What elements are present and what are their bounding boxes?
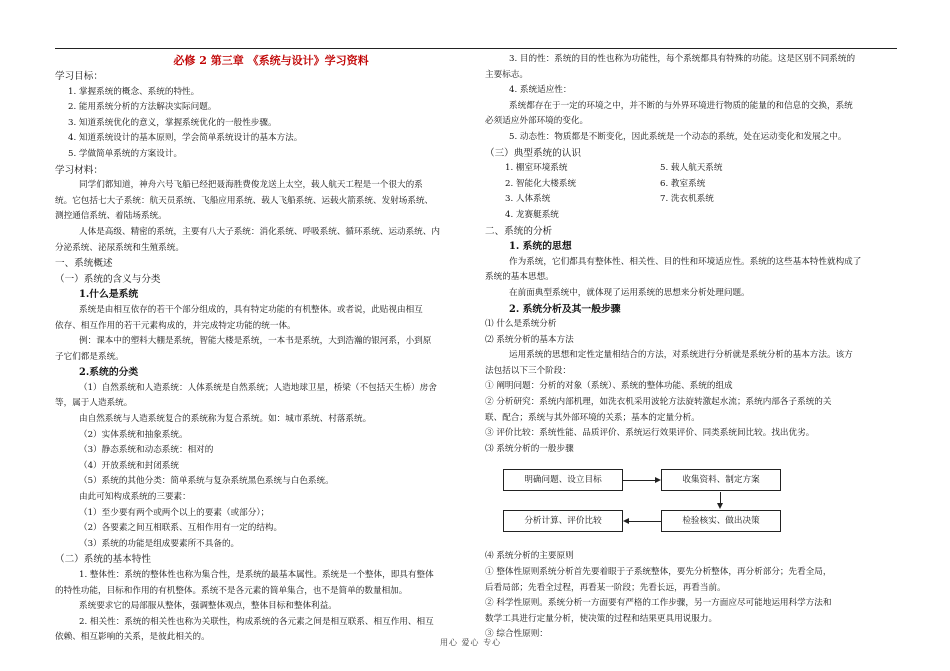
right_mid-line: 系统的基本思想。 [485, 272, 554, 283]
left-line: （5）系统的其他分类：简单系统与复杂系统黑色系统与白色系统。 [79, 476, 334, 487]
document-title: 必修 2 第三章 《系统与设计》学习资料 [173, 54, 369, 67]
right_bottom-line: ⑷ 系统分析的主要原则 [485, 551, 574, 562]
system-row [485, 161, 900, 177]
analysis-flowchart [485, 461, 900, 545]
right_top-line: 5. 动态性：物质都是不断变化，因此系统是一个动态的系统，处在运动变化和发展之中。 [509, 131, 847, 142]
right_mid-line: ① 阐明问题：分析的对象（系统）、系统的整体功能、系统的组成 [485, 381, 733, 392]
left-text-block [55, 69, 473, 646]
right_mid-line: ⑵ 系统分析的基本方法 [485, 334, 574, 345]
right-bottom-text-block [485, 549, 900, 643]
left-line: 一、系统概述 [55, 258, 113, 270]
flow-arrow-2 [720, 492, 721, 503]
flow-box-verify-decide: 检验核实、做出决策 [661, 510, 781, 532]
left-line: （2）各要素之间互相联系、互相作用有一定的结构。 [79, 523, 283, 534]
right_mid-line: 运用系统的思想和定性定量相结合的方法，对系统进行分析就是系统分析的基本方法。该方 [509, 350, 853, 361]
right_mid-line: 作为系统，它们都具有整体性、相关性、目的性和环境适应性。系统的这些基本特性就构成了 [509, 256, 862, 267]
left-line: 学习材料： [55, 164, 103, 176]
right_top-line: （三）典型系统的认识 [485, 147, 581, 159]
left-line: 2. 能用系统分析的方法解决实际问题。 [68, 102, 217, 113]
left-line: 由自然系统与人造系统复合的系统称为复合系统。如：城市系统、村落系统。 [79, 414, 372, 425]
left-line: 统。它包括七大子系统：航天员系统、飞船应用系统、载人飞船系统、运载火箭系统、发射场系统、 [55, 195, 434, 206]
flow-arrowhead-1 [655, 477, 661, 483]
flow-box-define-problem: 明确问题、设立目标 [503, 469, 623, 491]
right_bottom-line: ③ 综合性原则： [485, 629, 548, 640]
right_top-line: 4. 系统适应性： [509, 85, 572, 96]
left-line: 1. 整体性：系统的整体性也称为集合性，是系统的最基本属性。系统是一个整体，即具有整体 [79, 570, 434, 580]
right_mid-line: ⑶ 系统分析的一般步骤 [485, 443, 574, 454]
right_top-line: 主要标志。 [485, 69, 528, 80]
left-line: 系统是由相互依存的若干个部分组成的，具有特定功能的有机整体。或者说，此贴视由相互 [79, 304, 423, 315]
left-line: 2. 相关性：系统的相关性也称为关联性，构成系统的各元素之间是相互联系、相互作用、相互 [79, 616, 434, 627]
system-row [485, 208, 900, 224]
left-line: 人体是高级、精密的系统，主要有八大子系统：消化系统、呼吸系统、循环系统、运动系统、内 [79, 226, 440, 237]
left-line: 同学们都知道，神舟六号飞船已经把聂海胜费俊龙送上太空，载人航天工程是一个很大的系 [79, 180, 423, 191]
left-line: 等，属于人造系统。 [55, 398, 133, 409]
left-line: （1）自然系统和人造系统：人体系统是自然系统；人造地球卫星，桥梁（不包括天生桥）房舍 [79, 382, 437, 393]
left-line: 的特性功能，目标和作用的有机整体。系统不是各元素的简单集合，也不是简单的数量相加。 [55, 585, 408, 596]
left-line: 测控通信系统、着陆场系统。 [55, 211, 167, 222]
left-line: （1）至少要有两个或两个以上的要素（或部分）； [79, 507, 270, 518]
left-line: （4）开放系统和封闭系统 [79, 460, 179, 471]
right_bottom-line: 数学工具进行定量分析，使决策的过程和结果更具用说服力。 [485, 613, 718, 624]
right_bottom-line: 后看局部；先看全过程，再看某一阶段；先看长远，再看当前。 [485, 582, 726, 593]
left-line: 4. 知道系统设计的基本原则，学会简单系统设计的基本方法。 [68, 133, 303, 144]
left-line: 依赖、相互影响的关系，是彼此相关的。 [55, 632, 210, 643]
system-row [485, 177, 900, 193]
left-line: （3）系统的功能是组成要素所不具备的。 [79, 538, 240, 549]
right-top-text-block [485, 52, 900, 161]
typical-systems-list [485, 161, 900, 223]
right-column [485, 52, 900, 643]
left-line: 1.什么是系统 [79, 289, 139, 301]
left-line: 依存、相互作用的若干元素构成的，并完成特定功能的统一体。 [55, 320, 296, 331]
right_mid-line: 在前面典型系统中，就体现了运用系统的思想来分析处理问题。 [509, 287, 750, 298]
flow-box-analyze-evaluate: 分析计算、评价比较 [503, 510, 623, 532]
right_mid-line: 1. 系统的思想 [509, 241, 572, 253]
left-line: 学习目标： [55, 71, 103, 82]
system-item: 4. 龙赛艇系统 [505, 209, 559, 220]
system-item: 6. 教室系统 [660, 178, 706, 189]
flow-arrowhead-3 [623, 518, 629, 524]
left-line: 例：课本中的塑料大棚是系统，智能大楼是系统，一本书是系统，大到浩瀚的银河系，小到原 [79, 336, 432, 347]
left-line: （一）系统的含义与分类 [55, 273, 161, 285]
left-line: （二）系统的基本特性 [55, 554, 151, 566]
flow-arrowhead-2 [717, 503, 723, 509]
right_top-line: 3. 目的性：系统的目的性也称为功能性，每个系统都具有特殊的功能。这是区别不同系统的 [509, 54, 856, 64]
right-middle-text-block [485, 224, 900, 458]
left-line: 由此可知构成系统的三要素： [79, 492, 191, 503]
system-item: 1. 棚室环境系统 [505, 163, 568, 174]
left-line: （3）静态系统和动态系统：相对的 [79, 445, 214, 456]
right_mid-line: 法包括以下三个阶段： [485, 365, 571, 376]
system-item: 2. 智能化大楼系统 [505, 178, 577, 189]
system-row [485, 192, 900, 208]
left-line: 子它们都是系统。 [55, 351, 124, 362]
right_top-line: 系统都存在于一定的环境之中，并不断的与外界环境进行物质的能量的和信息的交换，系统 [509, 100, 853, 111]
left-line: 5. 学做简单系统的方案设计。 [68, 148, 183, 159]
system-item: 5. 载人航天系统 [660, 163, 723, 174]
right_mid-line: 联、配合；系统与其外部环境的关系；基本的定量分析。 [485, 412, 700, 423]
left-line: （2）实体系统和抽象系统。 [79, 429, 188, 440]
flow-box-collect-data: 收集资料、制定方案 [661, 469, 781, 491]
right_mid-line: 2. 系统分析及其一般步骤 [509, 303, 621, 315]
flow-arrow-1 [623, 480, 655, 481]
left-column [55, 52, 473, 646]
left-line: 3. 知道系统优化的意义，掌握系统优化的一般性步骤。 [68, 117, 277, 128]
page-footer: 用心 爱心 专心 [440, 638, 502, 647]
right_mid-line: ② 分析研究：系统内部机理，如洗衣机采用波轮方法旋转激起水流；系统内部各子系统的关 [485, 397, 832, 408]
right_bottom-line: ① 整体性原则系统分析首先要着眼于子系统整体，要先分析整体，再分析部分；先看全局， [485, 567, 832, 578]
left-line: 1. 掌握系统的概念、系统的特性。 [68, 86, 200, 97]
system-item: 3. 人体系统 [505, 194, 551, 205]
right_mid-line: 二、系统的分析 [485, 225, 553, 237]
right_mid-line: ③ 评价比较：系统性能、品质评价、系统运行效果评价、同类系统间比较。找出优劣。 [485, 428, 815, 439]
right_bottom-line: ② 科学性原则。系统分析一方面要有严格的工作步骤，另一方面应尽可能地运用科学方法和 [485, 598, 832, 609]
header-rule [55, 48, 897, 49]
left-line: 系统要求它的局部服从整体，强调整体观点，整体目标和整体利益。 [79, 601, 337, 612]
left-line: 2.系统的分类 [79, 367, 139, 379]
system-item: 7. 洗衣机系统 [660, 194, 714, 205]
right_top-line: 必须适应外部环境的变化。 [485, 116, 589, 127]
flow-arrow-3 [629, 521, 661, 522]
right_mid-line: ⑴ 什么是系统分析 [485, 319, 557, 330]
left-line: 分泌系统、泌尿系统和生殖系统。 [55, 242, 184, 253]
